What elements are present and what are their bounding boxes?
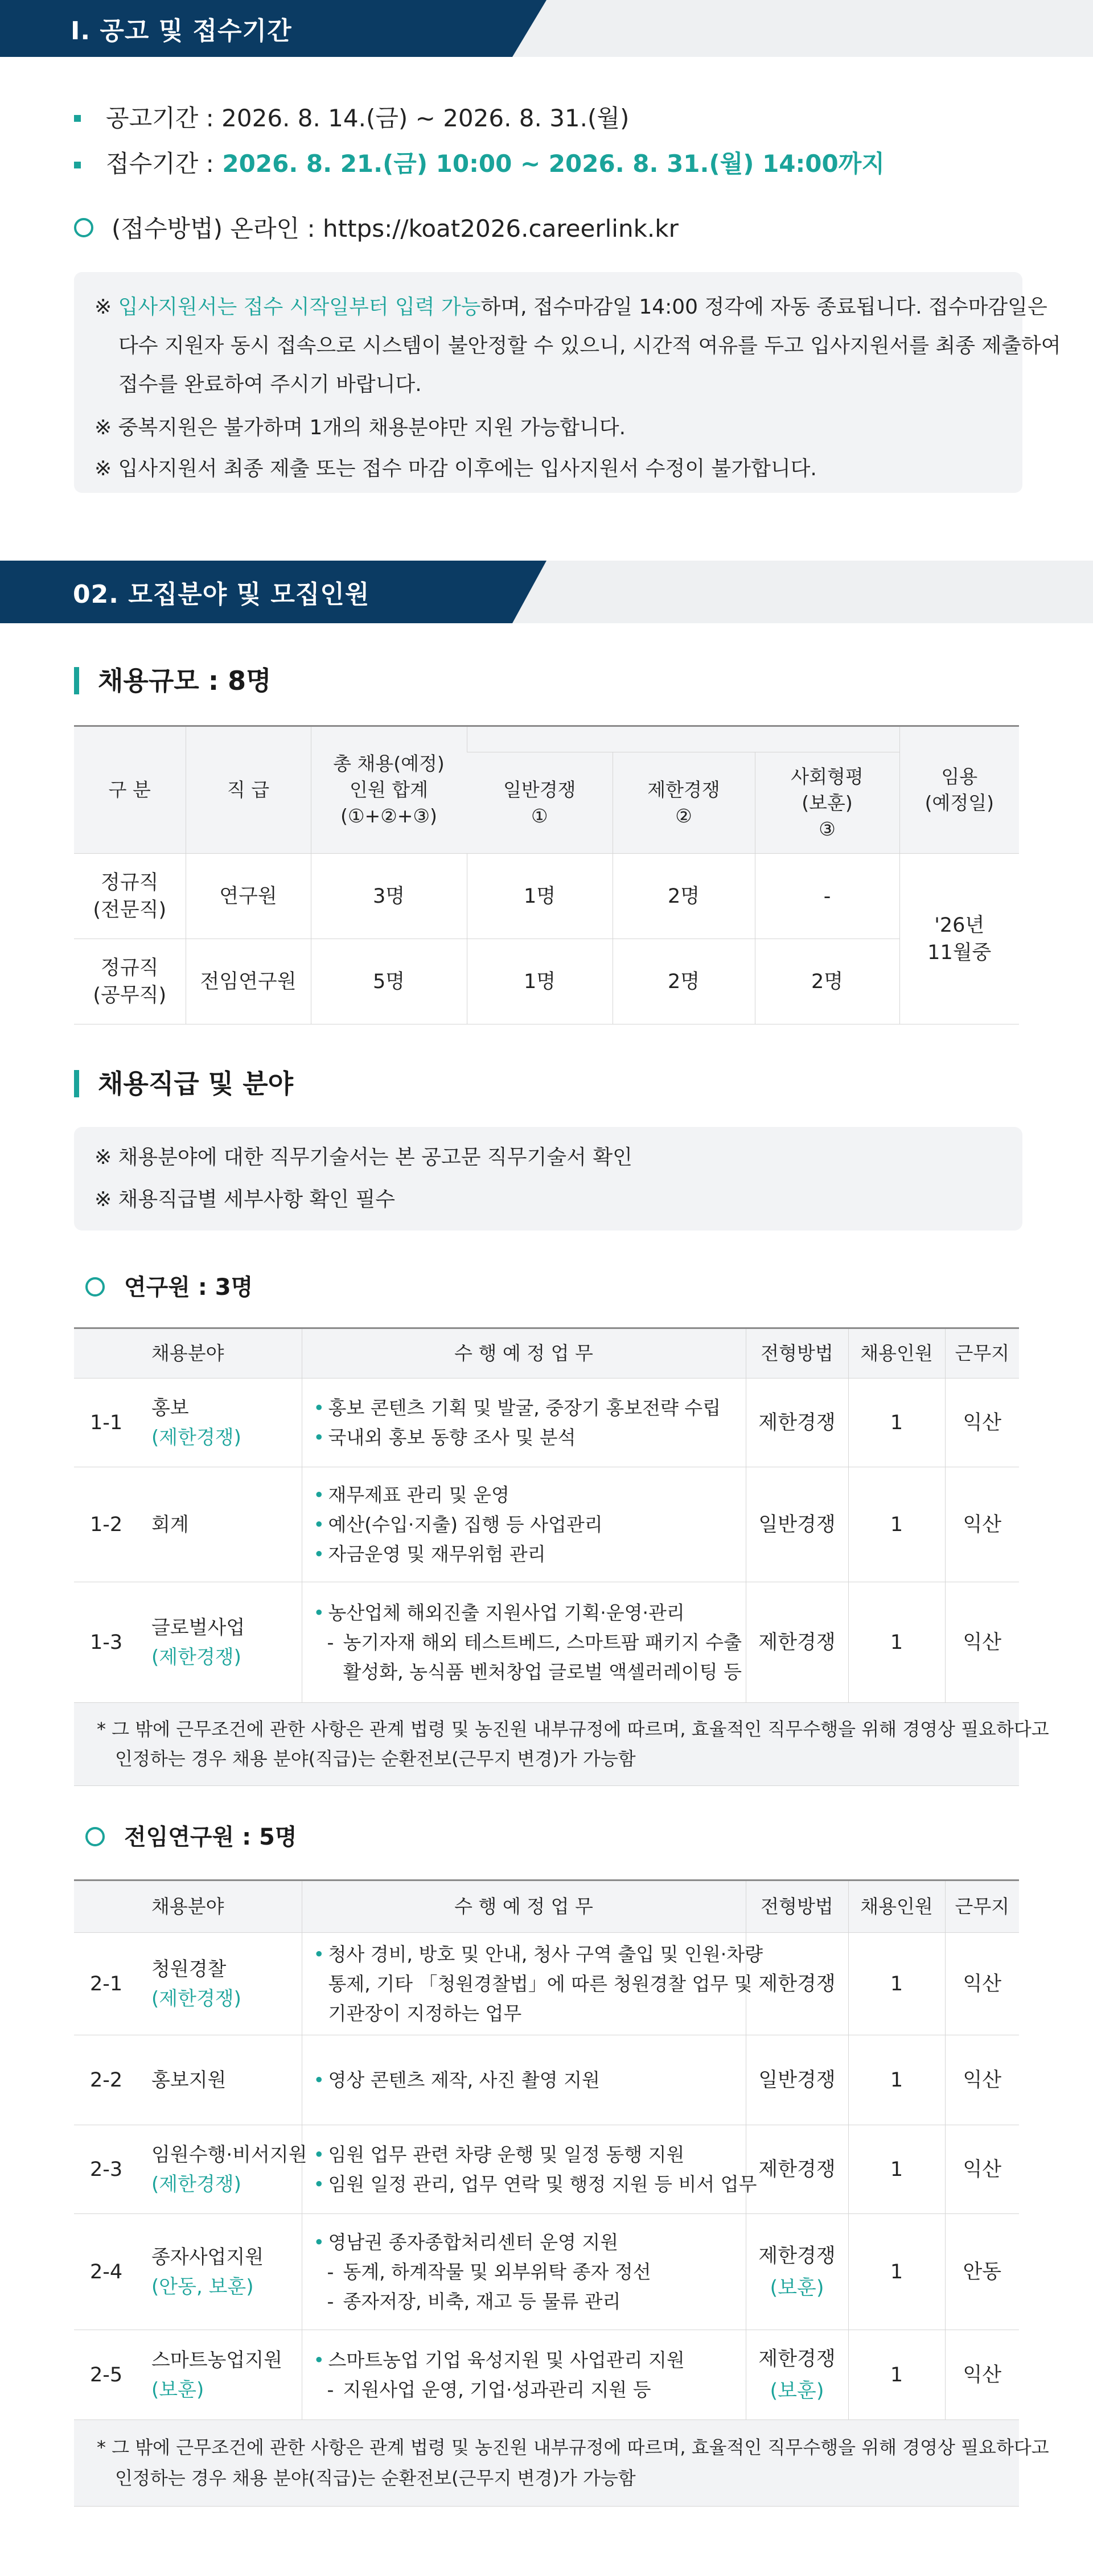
cell-count: 1 — [848, 2125, 945, 2214]
cell-code: 1-3 — [74, 1582, 138, 1703]
cell-field: 글로벌사업 (제한경쟁) — [138, 1582, 302, 1703]
table-row — [74, 2125, 1019, 2214]
table-row — [74, 2214, 1019, 2330]
cell-social: 2명 — [755, 939, 899, 1024]
col-header-social: 사회형평 (보훈) ③ — [755, 752, 899, 854]
cell-method: 제한경쟁 — [746, 1378, 848, 1467]
col-header-count: 채용인원 — [848, 1880, 945, 1933]
cell-method: 일반경쟁 — [746, 2035, 848, 2125]
researcher-table — [74, 1327, 1019, 1703]
circle-icon — [74, 218, 93, 237]
heading-bar-icon — [74, 1070, 79, 1097]
cell-field: 임원수행·비서지원 (제한경쟁) — [138, 2125, 302, 2214]
cell-location: 익산 — [945, 1582, 1019, 1703]
col-header-total: 총 채용(예정) 인원 합계 (①+②+③) — [311, 726, 467, 854]
scale-heading: 채용규모 : 8명 — [98, 665, 272, 696]
announcement-period: 공고기간 : 2026. 8. 14.(금) ~ 2026. 8. 31.(월) — [106, 104, 630, 132]
cell-method: 제한경쟁 — [746, 2125, 848, 2214]
cell-count: 1 — [848, 2214, 945, 2330]
cell-duty: • 농산업체 해외진출 지원사업 기획·운영·관리 - 농기자재 해외 테스트베드, 스마트팜 패키지 수출 활성화, 농식품 벤처창업 글로벌 액셀러레이팅 등 — [302, 1582, 746, 1703]
col-header-location: 근무지 — [945, 1328, 1019, 1378]
cell-code: 1-1 — [74, 1378, 138, 1467]
col-header-location: 근무지 — [945, 1880, 1019, 1933]
cell-method: 일반경쟁 — [746, 1467, 848, 1582]
table-row — [74, 2035, 1019, 2125]
cell-category: 정규직 (공무직) — [74, 939, 186, 1024]
col-header-duty: 수 행 예 정 업 무 — [302, 1880, 746, 1933]
cell-rank: 전임연구원 — [186, 939, 311, 1024]
cell-field: 스마트농업지원 (보훈) — [138, 2330, 302, 2420]
square-bullet-icon — [74, 115, 81, 122]
table-row — [74, 2330, 1019, 2420]
col-header-duty: 수 행 예 정 업 무 — [302, 1328, 746, 1378]
fields-notice-box — [74, 1127, 1022, 1231]
senior-footnote — [74, 2420, 1049, 2507]
col-header-method: 전형방법 — [746, 1880, 848, 1933]
cell-duty: • 홍보 콘텐츠 기획 및 발굴, 중장기 홍보전략 수립 • 국내외 홍보 동향 조사 및 분석 — [302, 1378, 746, 1467]
cell-appointment: '26년 11월중 — [899, 854, 1019, 1024]
notice-line-2: 다수 지원자 동시 접속으로 시스템이 불안정할 수 있으니, 시간적 여유를 두고 입사지원서를 최종 제출하여 — [118, 334, 1061, 357]
cell-code: 2-5 — [74, 2330, 138, 2420]
receipt-method: (접수방법) 온라인 : https://koat2026.careerlink.kr — [112, 215, 679, 242]
cell-field: 홍보 (제한경쟁) — [138, 1378, 302, 1467]
table-row — [74, 1582, 1019, 1703]
notice-line-5: ※ 입사지원서 최종 제출 또는 접수 마감 이후에는 입사지원서 수정이 불가합니다. — [94, 457, 817, 480]
footnote-line-2: 인정하는 경우 채용 분야(직급)는 순환전보(근무지 변경)가 가능함 — [115, 2467, 636, 2489]
cell-code: 1-2 — [74, 1467, 138, 1582]
cell-location: 안동 — [945, 2214, 1019, 2330]
cell-count: 1 — [848, 1582, 945, 1703]
cell-code: 2-4 — [74, 2214, 138, 2330]
notice-box — [74, 272, 1061, 493]
cell-field: 청원경찰 (제한경쟁) — [138, 1933, 302, 2035]
researcher-footnote — [74, 1703, 1049, 1786]
fields-note-1: ※ 채용분야에 대한 직무기술서는 본 공고문 직무기술서 확인 — [94, 1146, 632, 1169]
col-header-limited: 제한경쟁 ② — [613, 752, 755, 854]
cell-social: - — [755, 854, 899, 939]
cell-field: 회계 — [138, 1467, 302, 1582]
square-bullet-icon — [74, 162, 81, 168]
notice-line-3: 접수를 완료하여 주시기 바랍니다. — [118, 373, 422, 396]
cell-count: 1 — [848, 2330, 945, 2420]
table-row — [74, 1467, 1019, 1582]
table-row — [74, 939, 1019, 1024]
col-header-method: 전형방법 — [746, 1328, 848, 1378]
footnote-line-1: * 그 밖에 근무조건에 관한 사항은 관계 법령 및 농진원 내부규정에 따르며, 효율적인 직무수행을 위해 경영상 필요하다고 — [97, 2437, 1049, 2458]
section2-title: 02. 모집분야 및 모집인원 — [73, 580, 370, 609]
fields-heading: 채용직급 및 분야 — [98, 1068, 294, 1099]
cell-location: 익산 — [945, 1467, 1019, 1582]
cell-category: 정규직 (전문직) — [74, 854, 186, 939]
researcher-heading: 연구원 : 3명 — [124, 1274, 253, 1301]
cell-duty: • 임원 업무 관련 차량 운행 및 일정 동행 지원 • 임원 일정 관리, 업무 연락 및 행정 지원 등 비서 업무 — [302, 2125, 746, 2214]
cell-count: 1 — [848, 2035, 945, 2125]
col-header-category: 구 분 — [74, 726, 186, 854]
footnote-line-1: * 그 밖에 근무조건에 관한 사항은 관계 법령 및 농진원 내부규정에 따르며, 효율적인 직무수행을 위해 경영상 필요하다고 — [97, 1718, 1049, 1740]
cell-total: 5명 — [311, 939, 467, 1024]
col-header-rank: 직 급 — [186, 726, 311, 854]
table-row — [74, 854, 1019, 939]
cell-location: 익산 — [945, 2035, 1019, 2125]
cell-field: 홍보지원 — [138, 2035, 302, 2125]
cell-duty: • 영남권 종자종합처리센터 운영 지원 - 동계, 하계작물 및 외부위탁 종자 정선 - 종자저장, 비축, 재고 등 물류 관리 — [302, 2214, 746, 2330]
cell-location: 익산 — [945, 2330, 1019, 2420]
section2-band — [0, 561, 1093, 623]
fields-note-2: ※ 채용직급별 세부사항 확인 필수 — [94, 1188, 396, 1211]
cell-location: 익산 — [945, 2125, 1019, 2214]
col-header-appointment: 임용 (예정일) — [899, 726, 1019, 854]
table-row — [74, 1933, 1019, 2035]
receipt-period: 접수기간 : 2026. 8. 21.(금) 10:00 ~ 2026. 8. 31.(월) 14:00까지 — [106, 150, 885, 178]
cell-count: 1 — [848, 1378, 945, 1467]
scale-table — [74, 725, 1019, 1024]
cell-duty: • 재무제표 관리 및 운영 • 예산(수입·지출) 집행 등 사업관리 • 자금운영 및 재무위험 관리 — [302, 1467, 746, 1582]
cell-count: 1 — [848, 1467, 945, 1582]
cell-limited: 2명 — [613, 939, 755, 1024]
footnote-line-2: 인정하는 경우 채용 분야(직급)는 순환전보(근무지 변경)가 가능함 — [115, 1748, 636, 1770]
cell-location: 익산 — [945, 1378, 1019, 1467]
cell-duty: • 영상 콘텐츠 제작, 사진 촬영 지원 — [302, 2035, 746, 2125]
notice-line-1: ※ 입사지원서는 접수 시작일부터 입력 가능하며, 접수마감일 14:00 정각에 자동 종료됩니다. 접수마감일은 — [94, 295, 1047, 319]
senior-heading: 전임연구원 : 5명 — [124, 1824, 297, 1850]
col-header-group-spacer — [467, 726, 899, 752]
cell-duty: • 청사 경비, 방호 및 안내, 청사 구역 출입 및 인원·차량 통제, 기타 「청원경찰법」에 따른 청원경찰 업무 및 기관장이 지정하는 업무 — [302, 1933, 746, 2035]
cell-method: 제한경쟁 (보훈) — [746, 2214, 848, 2330]
cell-limited: 2명 — [613, 854, 755, 939]
heading-bar-icon — [74, 667, 79, 694]
cell-general: 1명 — [467, 939, 613, 1024]
cell-method: 제한경쟁 — [746, 1933, 848, 2035]
section1-title: Ⅰ. 공고 및 접수기간 — [71, 17, 292, 46]
col-header-field: 채용분야 — [74, 1328, 302, 1378]
cell-rank: 연구원 — [186, 854, 311, 939]
section1-band — [0, 0, 1093, 57]
cell-location: 익산 — [945, 1933, 1019, 2035]
col-header-field: 채용분야 — [74, 1880, 302, 1933]
cell-code: 2-1 — [74, 1933, 138, 2035]
table-row — [74, 1378, 1019, 1467]
cell-method: 제한경쟁 (보훈) — [746, 2330, 848, 2420]
circle-icon — [85, 1827, 105, 1846]
cell-count: 1 — [848, 1933, 945, 2035]
circle-icon — [85, 1277, 105, 1297]
cell-total: 3명 — [311, 854, 467, 939]
cell-code: 2-2 — [74, 2035, 138, 2125]
col-header-general: 일반경쟁 ① — [467, 752, 613, 854]
cell-method: 제한경쟁 — [746, 1582, 848, 1703]
col-header-count: 채용인원 — [848, 1328, 945, 1378]
cell-field: 종자사업지원 (안동, 보훈) — [138, 2214, 302, 2330]
cell-code: 2-3 — [74, 2125, 138, 2214]
cell-duty: • 스마트농업 기업 육성지원 및 사업관리 지원 - 지원사업 운영, 기업·성과관리 지원 등 — [302, 2330, 746, 2420]
senior-table — [74, 1879, 1019, 2420]
notice-line-4: ※ 중복지원은 불가하며 1개의 채용분야만 지원 가능합니다. — [94, 416, 626, 439]
cell-general: 1명 — [467, 854, 613, 939]
